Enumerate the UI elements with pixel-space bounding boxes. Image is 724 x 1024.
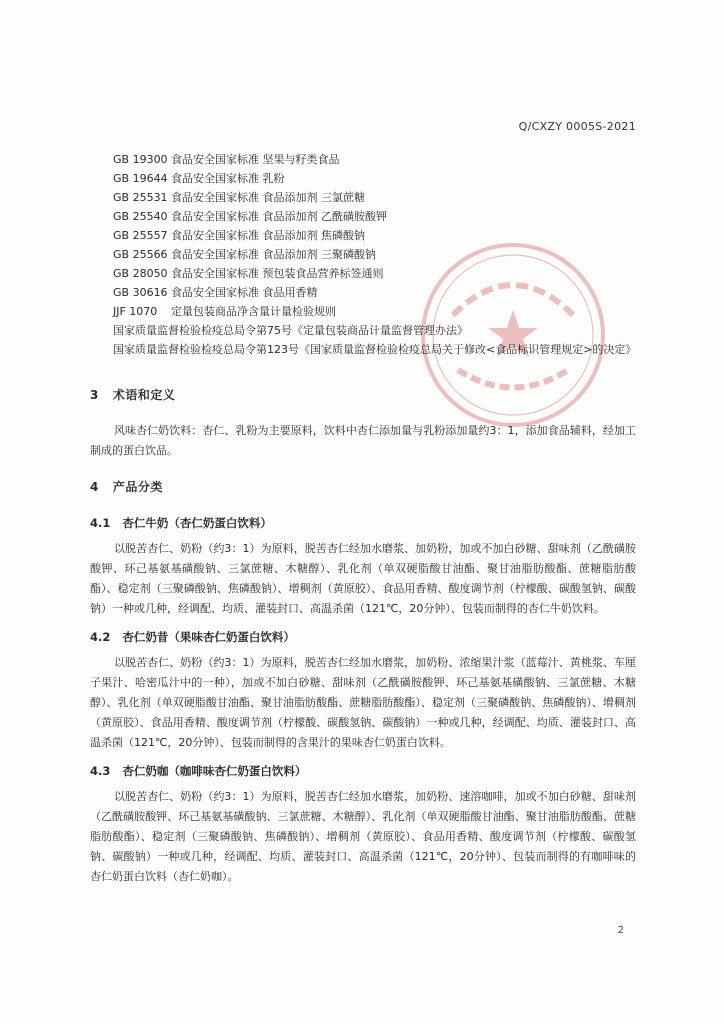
reference-item [113,283,643,302]
reference-decree: 国家质量监督检验检疫总局令第75号《定量包装商品计量监督管理办法》 [113,324,468,337]
reference-title: 食品安全国家标准 坚果与籽类食品 [171,153,340,166]
reference-code: GB 30616 [113,286,168,299]
reference-decree: 国家质量监督检验检疫总局令第123号《国家质量监督检验检疫总局关于修改<食品标识管理规定>的决定》 [113,343,637,356]
section-number: 4 [90,480,99,494]
reference-code: GB 25566 [113,248,168,261]
reference-code: GB 28050 [113,267,168,280]
subsection [90,629,636,753]
reference-code: GB 19300 [113,153,168,166]
subsection-number: 4.1 [90,516,111,530]
subsection-heading [90,515,636,531]
reference-title: 食品安全国家标准 预包装食品营养标签通则 [171,267,384,280]
reference-title: 食品安全国家标准 食品添加剂 三聚磷酸钠 [171,248,376,261]
normative-references-list [113,150,643,359]
reference-title: 食品安全国家标准 乳粉 [171,172,285,185]
section-classification [90,478,636,887]
subsection-body: 以脱苦杏仁、奶粉（约3：1）为原料，脱苦杏仁经加水磨浆，加奶粉、速溶咖啡，加或不加白砂糖、甜味剂（乙酰磺胺酸钾、环己基氨基磺酸钠、三氯蔗糖、木糖醇）、乳化剂（单双硬脂酸甘油酯、聚甘油脂肪酸酯、蔗糖脂肪酸酯）、稳定剂（三聚磷酸钠、焦磷酸钠）、增稠剂（黄原胶）、食品用香精、酸度调节剂（柠檬酸、碳酸氢钠、碳酸钠）一种或几种，经调配、均质、灌装封口、高温杀菌（121℃，20分钟）、包装而制得的有咖啡味的杏仁奶蛋白饮料（杏仁奶咖）。 [90,790,636,883]
section-title: 术语和定义 [112,388,176,402]
reference-title: 食品安全国家标准 食品添加剂 乙酰磺胺酸钾 [171,210,387,223]
subsection-heading [90,763,636,779]
subsection-title: 杏仁奶昔（果味杏仁奶蛋白饮料） [122,630,295,644]
term-definition: 风味杏仁奶饮料：杏仁、乳粉为主要原料，饮料中杏仁添加量与乳粉添加量约3：1，添加食品辅料，经加工制成的蛋白饮品。 [90,424,636,457]
subsection-title: 杏仁奶咖（咖啡味杏仁奶蛋白饮料） [122,764,307,778]
subsection-number: 4.3 [90,764,111,778]
section-heading [90,386,636,403]
subsection-body: 以脱苦杏仁、奶粉（约3：1）为原料，脱苦杏仁经加水磨浆，加奶粉、浓缩果汁浆（蓝莓汁、黄桃浆、车厘子果汁、哈密瓜汁中的一种），加或不加白砂糖、甜味剂（乙酰磺胺酸钾、环己基氨基磺酸钠、三氯蔗糖、木糖醇）、乳化剂（单双硬脂酸甘油酯、聚甘油脂肪酸酯、蔗糖脂肪酸酯）、稳定剂（三聚磷酸钠、焦磷酸钠）、增稠剂（黄原胶）、食品用香精、酸度调节剂（柠檬酸、碳酸氢钠、碳酸钠）一种或几种，经调配、均质、灌装封口、高温杀菌（121℃，20分钟）、包装而制得的含果汁的果味杏仁奶蛋白饮料。 [90,656,636,749]
subsection-title: 杏仁牛奶（杏仁奶蛋白饮料） [122,516,272,530]
document-code: Q/CXZY 0005S-2021 [518,120,636,133]
reference-title: 定量包装商品净含量计量检验规则 [171,305,336,318]
reference-code: GB 25531 [113,191,168,204]
section-number: 3 [90,388,99,402]
subsection-number: 4.2 [90,630,111,644]
reference-title: 食品安全国家标准 食品添加剂 三氯蔗糖 [171,191,365,204]
subsection [90,763,636,887]
reference-item [113,188,643,207]
section-heading [90,478,636,495]
reference-item [113,207,643,226]
reference-title: 食品安全国家标准 食品添加剂 焦磷酸钠 [171,229,365,242]
reference-code: JJF 1070 [113,305,158,318]
reference-item [113,226,643,245]
reference-code: GB 25540 [113,210,168,223]
section-title: 产品分类 [112,480,163,494]
subsection [90,515,636,619]
subsection-heading [90,629,636,645]
subsection-body: 以脱苦杏仁、奶粉（约3：1）为原料，脱苦杏仁经加水磨浆、加奶粉，加或不加白砂糖、甜味剂（乙酰磺胺酸钾、环己基氨基磺酸钠、三氯蔗糖、木糖醇）、乳化剂（单双硬脂酸甘油酯、聚甘油脂肪酸酯、蔗糖脂肪酸酯）、稳定剂（三聚磷酸钠、焦磷酸钠）、增稠剂（黄原胶）、食品用香精、酸度调节剂（柠檬酸、碳酸氢钠、碳酸钠）一种或几种，经调配、均质、灌装封口、高温杀菌（121℃，20分钟）、包装而制得的杏仁牛奶饮料。 [90,542,636,615]
reference-item [113,169,643,188]
reference-item [113,302,643,321]
page-number: 2 [617,925,624,936]
reference-title: 食品安全国家标准 食品用香精 [171,286,318,299]
reference-code: GB 19644 [113,172,168,185]
reference-code: GB 25557 [113,229,168,242]
section-terms [90,386,636,461]
reference-item [113,245,643,264]
reference-item [113,264,643,283]
reference-item [113,150,643,169]
